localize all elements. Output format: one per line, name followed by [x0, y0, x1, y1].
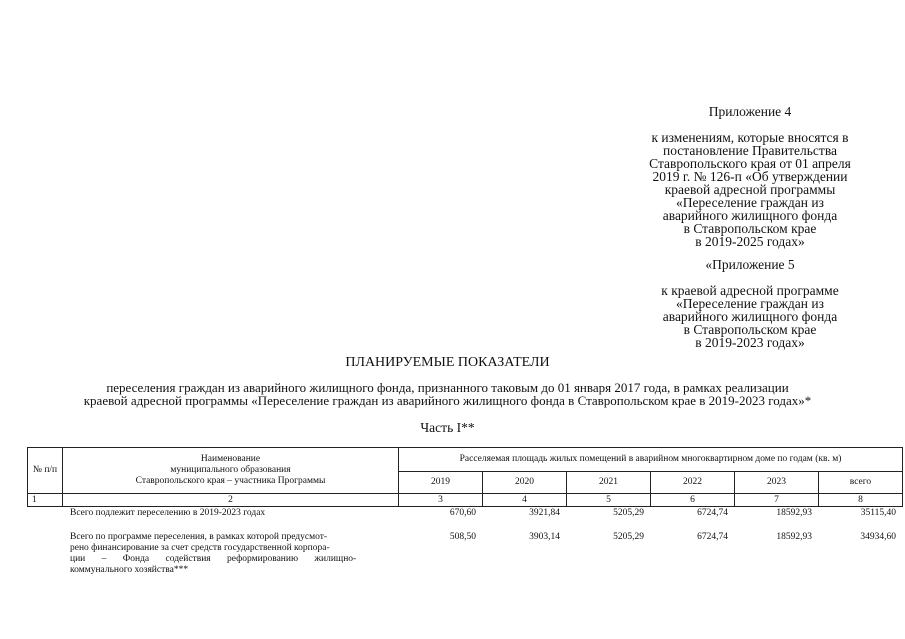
subheading-line: краевой адресной программы «Переселение граждан из аварийного жилищного фонда в Ставропольском крае в 2019-2023 годах»*	[83, 393, 812, 408]
row-label-line: рено финансирование за счет средств государственной корпора-	[70, 543, 330, 553]
col-index: 7	[735, 494, 819, 507]
cell-2019: 670,60	[449, 508, 476, 518]
col-index: 3	[399, 494, 483, 507]
cell-total: 34934,60	[860, 532, 896, 542]
appendix-5-line: в Ставропольском крае	[683, 322, 817, 337]
row-label	[70, 508, 375, 519]
col-name-line: Наименование	[200, 454, 261, 464]
col-index: 8	[819, 494, 903, 507]
row-label-line: ции – Фонда содействия реформированию жилищно-	[70, 554, 357, 564]
appendix-5-block	[620, 258, 880, 349]
cell-2023: 18592,93	[776, 532, 812, 542]
appendix-4-block	[620, 105, 880, 248]
appendix-4-title: Приложение 4	[708, 104, 792, 119]
year-header: 2019	[399, 472, 483, 494]
appendix-5-line: в 2019-2023 годах»	[695, 335, 805, 350]
col-number-label: № п/п	[32, 465, 58, 475]
cell-2021: 5205,29	[613, 508, 644, 518]
col-index: 2	[63, 494, 399, 507]
col-name-header	[63, 448, 399, 494]
appendix-5-title: «Приложение 5	[705, 257, 795, 272]
col-name-line: муниципального образования	[170, 465, 291, 475]
col-index: 6	[651, 494, 735, 507]
appendix-4-line: «Переселение граждан из	[676, 195, 824, 210]
appendix-4-line: в 2019-2025 годах»	[695, 234, 805, 249]
cell-2021: 5205,29	[613, 532, 644, 542]
col-name-line: Ставропольского края – участника Программы	[135, 476, 326, 486]
appendix-5-line: аварийного жилищного фонда	[662, 309, 838, 324]
cell-2020: 3921,84	[529, 508, 560, 518]
table-row	[27, 532, 896, 582]
table-row	[27, 508, 896, 532]
appendix-4-line: в Ставропольском крае	[683, 221, 817, 236]
row-label	[70, 532, 375, 576]
subheading	[0, 381, 895, 407]
part-label: Часть I**	[420, 420, 475, 435]
year-header: 2021	[567, 472, 651, 494]
page-title: ПЛАНИРУЕМЫЕ ПОКАЗАТЕЛИ	[345, 355, 550, 370]
subheading-line: переселения граждан из аварийного жилищного фонда, признанного таковым до 01 января 2017 года, в рамках реализации	[106, 380, 789, 395]
cell-2023: 18592,93	[776, 508, 812, 518]
year-header: 2022	[651, 472, 735, 494]
appendix-4-line: 2019 г. № 126-п «Об утверждении	[652, 169, 848, 184]
cell-2019: 508,50	[449, 532, 476, 542]
row-label-line: коммунального хозяйства***	[70, 565, 189, 575]
appendix-4-line: аварийного жилищного фонда	[662, 208, 838, 223]
cell-2020: 3903,14	[529, 532, 560, 542]
appendix-4-line: постановление Правительства	[662, 143, 838, 158]
year-header: 2023	[735, 472, 819, 494]
indicators-table-header	[27, 447, 903, 507]
appendix-5-line: к краевой адресной программе	[661, 283, 839, 298]
year-header: 2020	[483, 472, 567, 494]
col-group-header: Расселяемая площадь жилых помещений в аварийном многоквартирном доме по годам (кв. м)	[399, 448, 903, 472]
cell-2022: 6724,74	[697, 508, 728, 518]
col-number-header	[28, 448, 63, 494]
row-label-line: Всего подлежит переселению в 2019-2023 годах	[70, 508, 266, 518]
row-label-line: Всего по программе переселения, в рамках которой предусмот-	[70, 532, 328, 542]
appendix-4-line: краевой адресной программы	[664, 182, 836, 197]
appendix-4-line: Ставропольского края от 01 апреля	[649, 156, 851, 171]
col-index: 1	[28, 494, 63, 507]
cell-total: 35115,40	[860, 508, 896, 518]
appendix-5-line: «Переселение граждан из	[676, 296, 824, 311]
col-index: 5	[567, 494, 651, 507]
cell-2022: 6724,74	[697, 532, 728, 542]
indicators-table-body	[27, 508, 896, 582]
appendix-4-line: к изменениям, которые вносятся в	[651, 130, 849, 145]
total-header: всего	[819, 472, 903, 494]
col-index: 4	[483, 494, 567, 507]
